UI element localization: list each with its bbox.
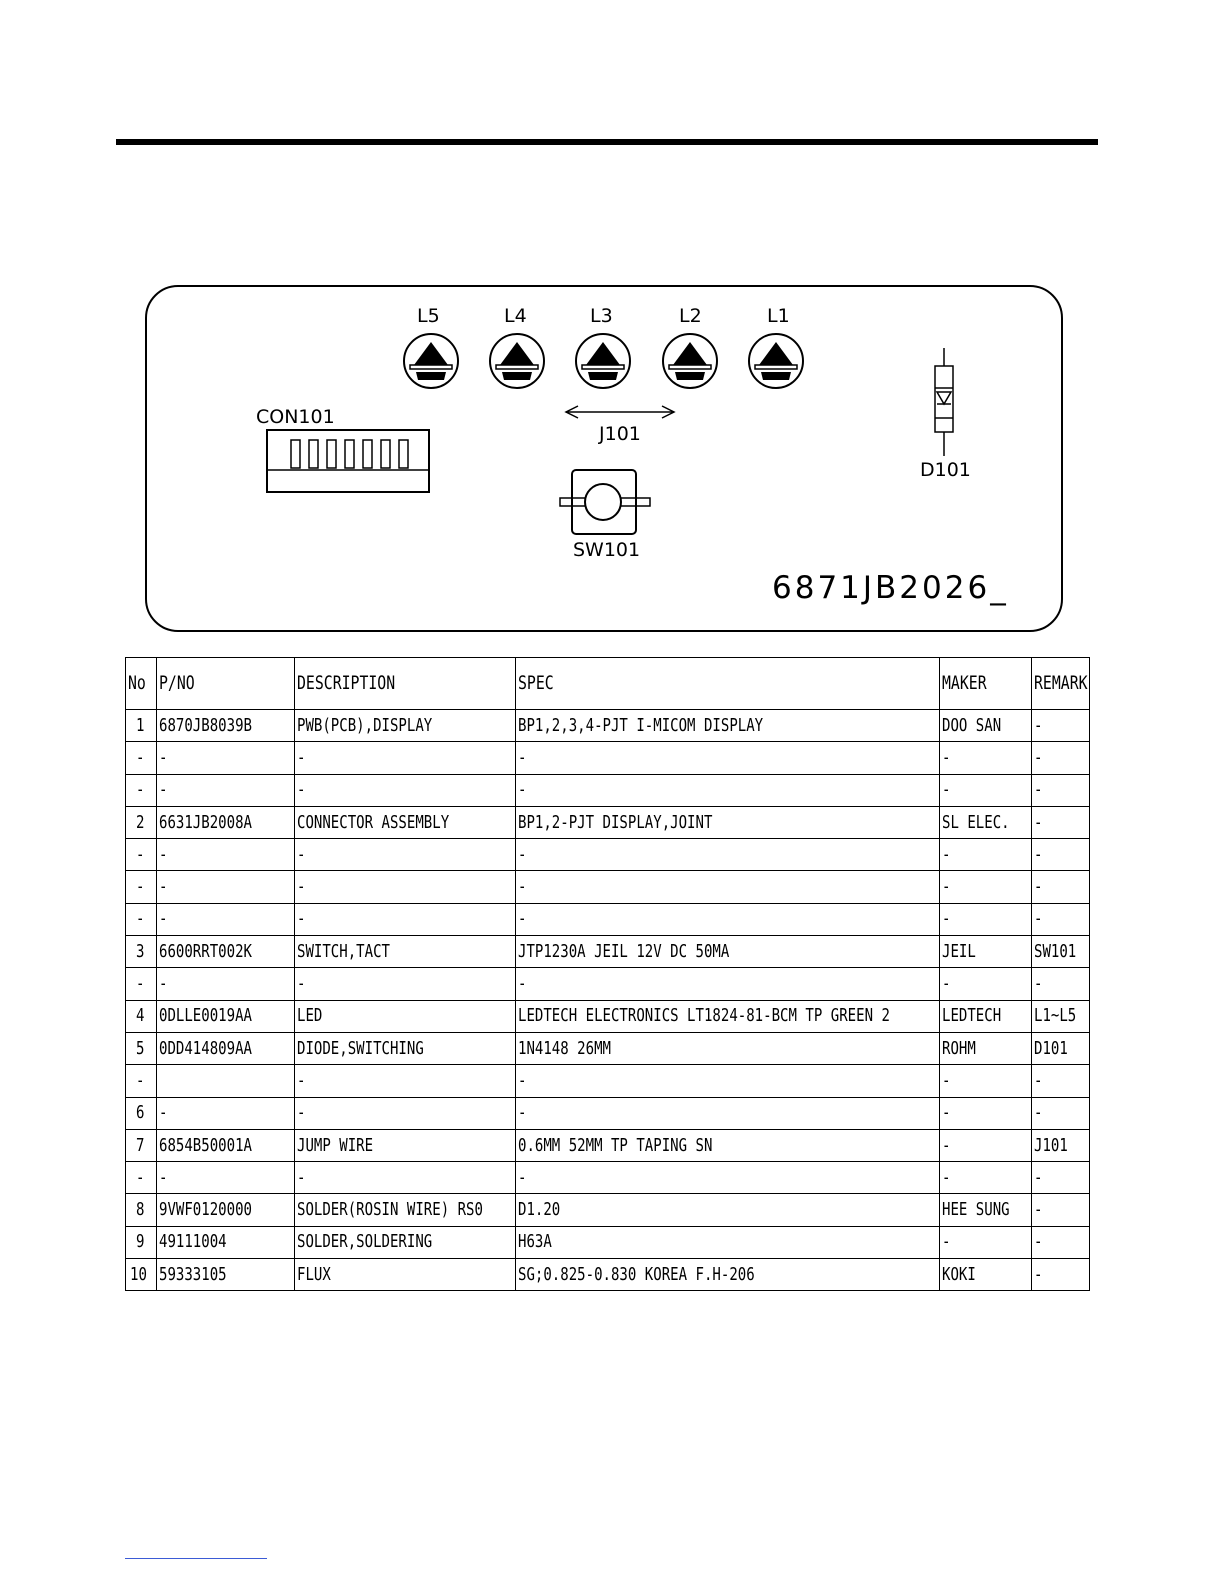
cell-remark: - (1032, 1194, 1090, 1226)
cell-spec: LEDTECH ELECTRONICS LT1824-81-BCM TP GREEN 2 (516, 1000, 940, 1032)
led-l1 (749, 305, 803, 388)
cell-no: - (126, 871, 157, 903)
cell-description: - (295, 742, 516, 774)
cell-pno: 59333105 (157, 1259, 295, 1291)
led-label: L4 (504, 305, 527, 327)
cell-maker: SL ELEC. (940, 806, 1032, 838)
cell-pno: 9VWF0120000 (157, 1194, 295, 1226)
cell-pno: 6854B50001A (157, 1129, 295, 1161)
connector-label: CON101 (256, 406, 335, 428)
cell-no: 5 (126, 1032, 157, 1064)
col-header-maker: MAKER (940, 658, 1032, 710)
cell-no: - (126, 1162, 157, 1194)
table-row (126, 710, 1090, 742)
cell-no: 4 (126, 1000, 157, 1032)
cell-pno: - (157, 742, 295, 774)
cell-maker: - (940, 1097, 1032, 1129)
cell-pno: - (157, 1097, 295, 1129)
cell-spec: BP1,2,3,4-PJT I-MICOM DISPLAY (516, 710, 940, 742)
cell-remark: - (1032, 968, 1090, 1000)
jumper-label: J101 (599, 423, 641, 445)
table-row (126, 903, 1090, 935)
cell-description: PWB(PCB),DISPLAY (295, 710, 516, 742)
cell-spec: - (516, 774, 940, 806)
cell-description: LED (295, 1000, 516, 1032)
board-part-number: 6871JB2026_ (772, 570, 1009, 606)
cell-description: - (295, 871, 516, 903)
cell-spec: - (516, 903, 940, 935)
cell-description: - (295, 839, 516, 871)
footer-underline (125, 1558, 267, 1559)
cell-no: - (126, 968, 157, 1000)
table-row (126, 1194, 1090, 1226)
table-row (126, 936, 1090, 968)
cell-remark: - (1032, 871, 1090, 903)
col-header-no: No (126, 658, 157, 710)
cell-maker: - (940, 839, 1032, 871)
cell-no: 9 (126, 1226, 157, 1258)
cell-remark: D101 (1032, 1032, 1090, 1064)
table-row (126, 1162, 1090, 1194)
cell-spec: SG;0.825-0.830 KOREA F.H-206 (516, 1259, 940, 1291)
led-label: L1 (767, 305, 790, 327)
col-header-spec: SPEC (516, 658, 940, 710)
bom-header-row (126, 658, 1090, 710)
cell-description: - (295, 968, 516, 1000)
cell-maker: DOO SAN (940, 710, 1032, 742)
cell-no: - (126, 1065, 157, 1097)
cell-remark: J101 (1032, 1129, 1090, 1161)
cell-pno: - (157, 839, 295, 871)
cell-no: 8 (126, 1194, 157, 1226)
cell-maker: - (940, 774, 1032, 806)
cell-maker: - (940, 1065, 1032, 1097)
cell-pno: - (157, 871, 295, 903)
cell-no: 3 (126, 936, 157, 968)
cell-pno: - (157, 774, 295, 806)
cell-remark: - (1032, 903, 1090, 935)
cell-maker: - (940, 903, 1032, 935)
cell-description: SOLDER(ROSIN WIRE) RS0 (295, 1194, 516, 1226)
table-row (126, 839, 1090, 871)
cell-spec: D1.20 (516, 1194, 940, 1226)
cell-description: SOLDER,SOLDERING (295, 1226, 516, 1258)
table-row (126, 1000, 1090, 1032)
cell-no: 7 (126, 1129, 157, 1161)
cell-pno: 6600RRT002K (157, 936, 295, 968)
pcb-board-diagram (0, 0, 1224, 660)
cell-no: - (126, 839, 157, 871)
cell-pno (157, 1065, 295, 1097)
cell-pno: 0DD414809AA (157, 1032, 295, 1064)
led-l3 (576, 305, 630, 388)
cell-description: - (295, 1097, 516, 1129)
cell-remark: SW101 (1032, 936, 1090, 968)
table-row (126, 1259, 1090, 1291)
cell-pno: 49111004 (157, 1226, 295, 1258)
cell-spec: - (516, 1162, 940, 1194)
table-row (126, 968, 1090, 1000)
cell-spec: - (516, 1097, 940, 1129)
cell-no: - (126, 903, 157, 935)
cell-maker: KOKI (940, 1259, 1032, 1291)
cell-maker: - (940, 1129, 1032, 1161)
cell-spec: - (516, 839, 940, 871)
table-row (126, 774, 1090, 806)
cell-maker: JEIL (940, 936, 1032, 968)
cell-remark: - (1032, 742, 1090, 774)
table-row (126, 1032, 1090, 1064)
table-row (126, 1129, 1090, 1161)
cell-description: - (295, 1162, 516, 1194)
cell-remark: - (1032, 1226, 1090, 1258)
cell-maker: - (940, 1226, 1032, 1258)
cell-no: 1 (126, 710, 157, 742)
cell-maker: - (940, 742, 1032, 774)
table-row (126, 1226, 1090, 1258)
bom-body (126, 710, 1090, 1291)
cell-no: - (126, 774, 157, 806)
cell-spec: H63A (516, 1226, 940, 1258)
cell-pno: 6631JB2008A (157, 806, 295, 838)
cell-description: - (295, 774, 516, 806)
cell-description: SWITCH,TACT (295, 936, 516, 968)
connector-con101 (256, 406, 429, 492)
cell-pno: - (157, 968, 295, 1000)
cell-no: 10 (126, 1259, 157, 1291)
led-l4 (490, 305, 544, 388)
cell-spec: - (516, 871, 940, 903)
led-l5 (404, 305, 458, 388)
led-label: L5 (417, 305, 440, 327)
col-header-pno: P/NO (157, 658, 295, 710)
cell-maker: ROHM (940, 1032, 1032, 1064)
bom-table (125, 657, 1090, 1291)
cell-spec: - (516, 1065, 940, 1097)
cell-description: FLUX (295, 1259, 516, 1291)
cell-remark: - (1032, 1065, 1090, 1097)
switch-sw101 (560, 470, 650, 561)
cell-description: - (295, 903, 516, 935)
table-row (126, 871, 1090, 903)
cell-remark: - (1032, 839, 1090, 871)
jumper-j101 (566, 406, 674, 445)
cell-remark: - (1032, 806, 1090, 838)
table-row (126, 806, 1090, 838)
cell-no: 6 (126, 1097, 157, 1129)
cell-no: 2 (126, 806, 157, 838)
table-row (126, 1097, 1090, 1129)
led-l2 (663, 305, 717, 388)
cell-description: CONNECTOR ASSEMBLY (295, 806, 516, 838)
diode-label: D101 (920, 459, 971, 481)
table-row (126, 742, 1090, 774)
cell-maker: - (940, 871, 1032, 903)
cell-pno: 6870JB8039B (157, 710, 295, 742)
cell-maker: - (940, 968, 1032, 1000)
cell-maker: HEE SUNG (940, 1194, 1032, 1226)
cell-no: - (126, 742, 157, 774)
cell-spec: - (516, 968, 940, 1000)
cell-spec: JTP1230A JEIL 12V DC 50MA (516, 936, 940, 968)
led-label: L2 (679, 305, 702, 327)
cell-remark: - (1032, 1097, 1090, 1129)
cell-pno: 0DLLE0019AA (157, 1000, 295, 1032)
cell-pno: - (157, 1162, 295, 1194)
col-header-description: DESCRIPTION (295, 658, 516, 710)
cell-maker: - (940, 1162, 1032, 1194)
cell-remark: - (1032, 1162, 1090, 1194)
cell-description: - (295, 1065, 516, 1097)
diode-d101 (920, 348, 971, 481)
cell-description: DIODE,SWITCHING (295, 1032, 516, 1064)
cell-remark: - (1032, 774, 1090, 806)
cell-remark: L1~L5 (1032, 1000, 1090, 1032)
cell-spec: - (516, 742, 940, 774)
cell-pno: - (157, 903, 295, 935)
cell-spec: 1N4148 26MM (516, 1032, 940, 1064)
cell-spec: 0.6MM 52MM TP TAPING SN (516, 1129, 940, 1161)
cell-spec: BP1,2-PJT DISPLAY,JOINT (516, 806, 940, 838)
cell-description: JUMP WIRE (295, 1129, 516, 1161)
table-row (126, 1065, 1090, 1097)
led-label: L3 (590, 305, 613, 327)
switch-label: SW101 (573, 539, 641, 561)
cell-remark: - (1032, 1259, 1090, 1291)
col-header-remark: REMARK (1032, 658, 1090, 710)
cell-maker: LEDTECH (940, 1000, 1032, 1032)
cell-remark: - (1032, 710, 1090, 742)
